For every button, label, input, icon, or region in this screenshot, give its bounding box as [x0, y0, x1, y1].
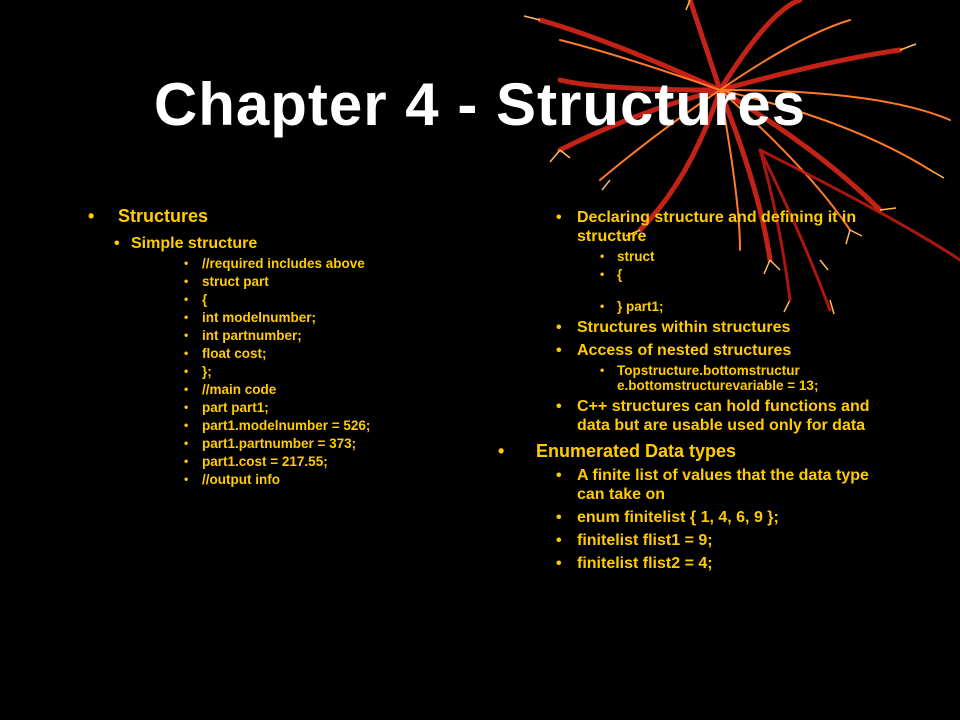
code-line: • part1.cost = 217.55;	[88, 454, 468, 469]
bullet-simple-structure: • Simple structure	[88, 234, 468, 253]
code-line: • int partnumber;	[88, 328, 468, 343]
code-line: • //required includes above	[88, 256, 468, 271]
bullet-enum-item: • enum finitelist { 1, 4, 6, 9 };	[530, 508, 870, 527]
code-line: • part part1;	[88, 400, 468, 415]
code-line: • float cost;	[88, 346, 468, 361]
bullet-declaring-structure: • Declaring structure and defining it in structure	[530, 208, 870, 246]
bullet-structures: • Structures	[88, 206, 468, 227]
bullet-cpp-structures: • C++ structures can hold functions and data but are usable used only for data	[530, 397, 870, 435]
bullet-enumerated-types: • Enumerated Data types	[530, 441, 870, 462]
code-line: • struct	[530, 249, 870, 264]
code-line: • //main code	[88, 382, 468, 397]
bullet-structures-within: • Structures within structures	[530, 318, 870, 337]
code-line: • part1.modelnumber = 526;	[88, 418, 468, 433]
code-line: • //output info	[88, 472, 468, 487]
blank-line	[530, 282, 870, 296]
slide-title: Chapter 4 - Structures	[153, 71, 807, 138]
code-line: • Topstructure.bottomstructur e.bottomstructurevariable = 13;	[530, 363, 870, 393]
bullet-access-nested: • Access of nested structures	[530, 341, 870, 360]
code-line: • {	[530, 267, 870, 282]
code-line: • part1.partnumber = 373;	[88, 436, 468, 451]
right-column	[530, 208, 870, 573]
code-line: • };	[88, 364, 468, 379]
code-line: • struct part	[88, 274, 468, 289]
bullet-enum-item: • finitelist flist1 = 9;	[530, 531, 870, 550]
code-line: • int modelnumber;	[88, 310, 468, 325]
code-line: • {	[88, 292, 468, 307]
code-line: • } part1;	[530, 299, 870, 314]
left-column	[88, 206, 468, 487]
bullet-enum-item: • finitelist flist2 = 4;	[530, 554, 870, 573]
bullet-enum-item: • A finite list of values that the data type can take on	[530, 466, 870, 504]
